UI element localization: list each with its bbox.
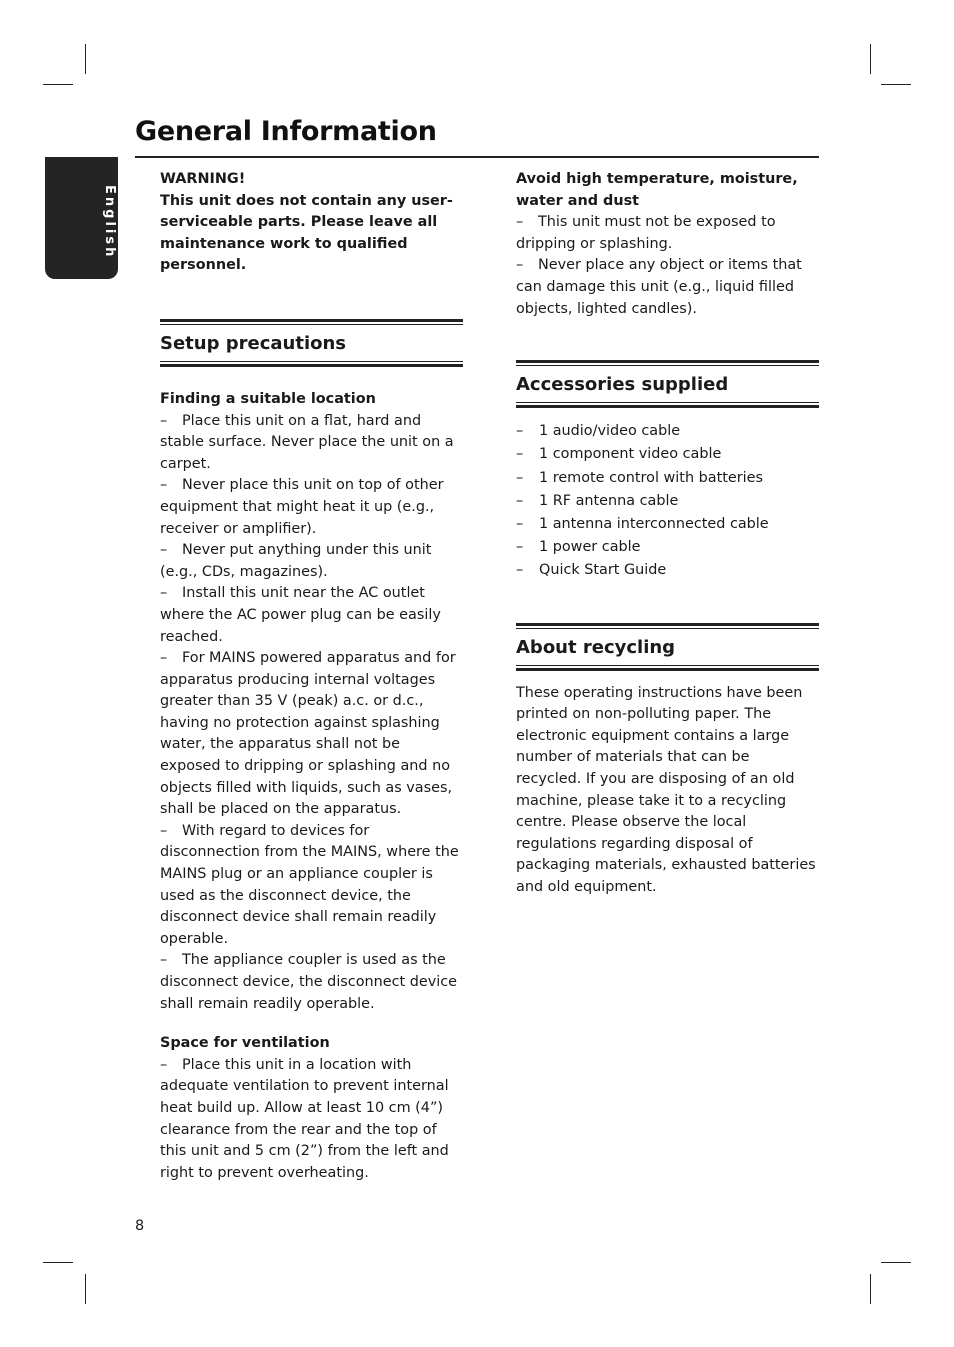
crop-mark	[85, 44, 86, 74]
ventilation-subheading: Space for ventilation	[160, 1035, 330, 1052]
list-item	[160, 648, 463, 821]
section-heading-setup	[160, 319, 463, 367]
list-item	[160, 583, 463, 648]
dash-bullet: –	[160, 542, 168, 559]
dash-bullet: –	[516, 257, 524, 274]
warning-heading: WARNING!	[160, 171, 246, 187]
left-column	[160, 169, 463, 1184]
accessory-item-text: 1 power cable	[539, 539, 641, 556]
avoid-heading: Avoid high temperature, moisture, water and dust	[516, 171, 798, 209]
right-column	[516, 169, 819, 899]
dash-bullet: –	[160, 1056, 168, 1073]
recycling-text: These operating instructions have been printed on non-polluting paper. The electronic equipment contains a large number of materials that can be recycled. If you are disposing of an old machine, please take it to a recycling centre. Please observe the local regulations regarding disposal of packaging materials, exhausted batteries and old equipment.	[516, 684, 816, 895]
heading-rule-bottom	[160, 361, 463, 367]
accessory-item	[516, 490, 819, 513]
accessory-item-text: Quick Start Guide	[539, 562, 667, 579]
list-item	[160, 821, 463, 951]
crop-mark	[43, 1262, 73, 1263]
dash-bullet: –	[160, 952, 168, 969]
dash-bullet: –	[160, 822, 168, 839]
list-item-text: With regard to devices for disconnection from the MAINS, where the MAINS plug or an appliance coupler is used as the disconnect device, the disconnect device shall remain readily operable.	[160, 822, 459, 947]
warning-text: This unit does not contain any user-serviceable parts. Please leave all maintenance work to qualified personnel.	[160, 192, 453, 274]
section-heading-accessories	[516, 360, 819, 408]
recycling-heading: About recycling	[516, 636, 676, 658]
list-item	[160, 411, 463, 476]
dash-bullet: –	[160, 650, 168, 667]
accessory-item	[516, 420, 819, 443]
list-item-text: This unit must not be exposed to dripping or splashing.	[516, 214, 776, 252]
dash-bullet: –	[160, 585, 168, 602]
list-item-text: Never place this unit on top of other equipment that might heat it up (e.g., receiver or amplifier).	[160, 477, 444, 537]
list-item	[516, 212, 819, 255]
crop-mark	[870, 1274, 871, 1304]
list-item-text: Place this unit on a flat, hard and stable surface. Never place the unit on a carpet.	[160, 412, 454, 472]
warning-block	[160, 169, 463, 277]
dash-bullet: –	[516, 562, 524, 579]
accessory-item	[516, 443, 819, 466]
ventilation-list	[160, 1055, 463, 1185]
accessory-item-text: 1 remote control with batteries	[539, 469, 763, 486]
dash-bullet: –	[516, 446, 524, 463]
list-item-text: Install this unit near the AC outlet where the AC power plug can be easily reached.	[160, 585, 441, 645]
dash-bullet: –	[516, 469, 524, 486]
accessories-heading: Accessories supplied	[516, 374, 729, 396]
accessory-item-text: 1 RF antenna cable	[539, 492, 679, 509]
crop-mark	[85, 1274, 86, 1304]
accessory-item	[516, 559, 819, 582]
dash-bullet: –	[516, 492, 524, 509]
accessories-list	[516, 420, 819, 582]
accessory-item-text: 1 component video cable	[539, 446, 722, 463]
accessory-item	[516, 467, 819, 490]
list-item	[160, 950, 463, 1015]
page-title: General Information	[135, 116, 437, 147]
list-item-text: Never place any object or items that can damage this unit (e.g., liquid filled objects, lighted candles).	[516, 257, 802, 317]
crop-mark	[881, 84, 911, 85]
crop-mark	[43, 84, 73, 85]
accessory-item-text: 1 audio/video cable	[539, 423, 681, 440]
list-item-text: For MAINS powered apparatus and for apparatus producing internal voltages greater than 35 V (peak) a.c. or d.c., having no protection against splashing water, the apparatus shall not be exposed to dripping or splashing and no objects filled with liquids, such as vases, shall be placed on the apparatus.	[160, 650, 456, 818]
dash-bullet: –	[160, 412, 168, 429]
list-item	[160, 540, 463, 583]
dash-bullet: –	[516, 515, 524, 532]
list-item-text: Never put anything under this unit (e.g., CDs, magazines).	[160, 542, 432, 580]
list-item	[516, 255, 819, 320]
dash-bullet: –	[516, 539, 524, 556]
title-rule	[135, 156, 819, 158]
language-tab-label: English	[102, 185, 117, 260]
dash-bullet: –	[516, 214, 524, 231]
heading-rule-bottom	[516, 665, 819, 671]
dash-bullet: –	[516, 423, 524, 440]
accessory-item	[516, 536, 819, 559]
location-list	[160, 411, 463, 1016]
page-number: 8	[135, 1218, 145, 1234]
list-item	[160, 1055, 463, 1185]
location-subheading: Finding a suitable location	[160, 390, 376, 407]
accessory-item-text: 1 antenna interconnected cable	[539, 515, 769, 532]
language-tab	[45, 157, 118, 279]
accessory-item	[516, 513, 819, 536]
dash-bullet: –	[160, 477, 168, 494]
list-item	[160, 475, 463, 540]
heading-rule-bottom	[516, 402, 819, 408]
avoid-list	[516, 212, 819, 320]
section-heading-recycling	[516, 623, 819, 671]
crop-mark	[881, 1262, 911, 1263]
list-item-text: Place this unit in a location with adequate ventilation to prevent internal heat build up. Allow at least 10 cm (4”) clearance from the rear and the top of this unit and 5 cm (2”) from the left and right to prevent overheating.	[160, 1056, 449, 1181]
crop-mark	[870, 44, 871, 74]
setup-heading: Setup precautions	[160, 332, 347, 354]
list-item-text: The appliance coupler is used as the disconnect device, the disconnect device shall remain readily operable.	[160, 952, 458, 1012]
